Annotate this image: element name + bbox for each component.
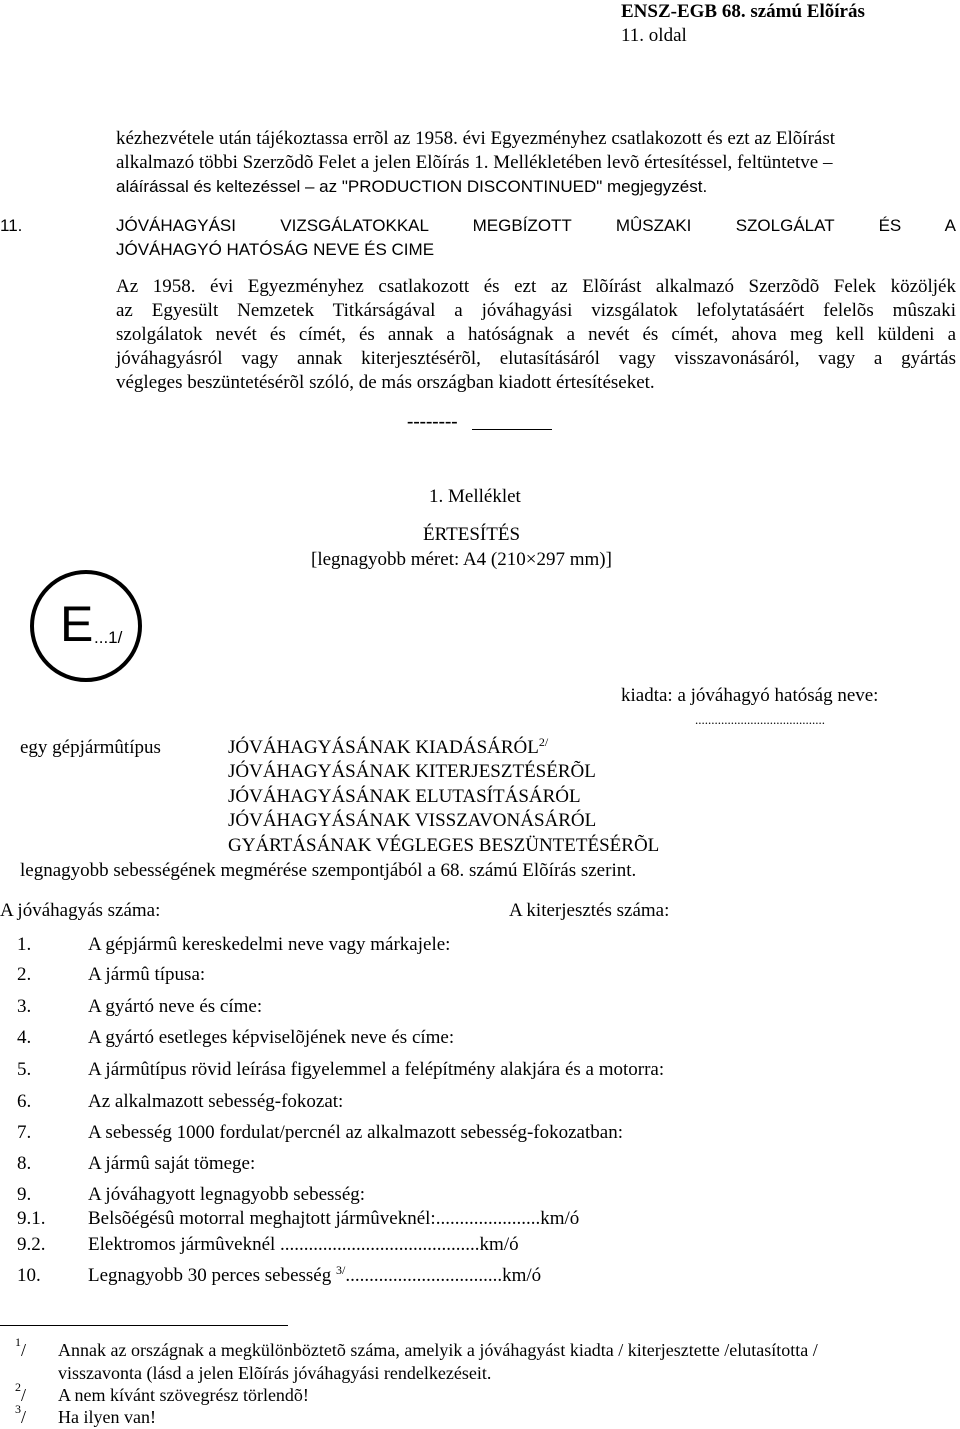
section-heading-line-1: JÓVÁHAGYÁSI VIZSGÁLATOKKAL MEGBÍZOTT MÛSZAKI SZOLGÁLAT ÉS A [116, 216, 956, 235]
item-1-number: 1. [17, 934, 32, 955]
item-3-text: A gyártó neve és címe: [88, 996, 263, 1017]
vehicle-type-label: egy gépjármûtípus [20, 737, 161, 758]
item-5-text: A jármûtípus rövid leírása figyelemmel a felépítmény alakjára és a motorra: [88, 1059, 665, 1080]
item-10-footnote-ref: 3/ [335, 1263, 346, 1277]
option-footnote-ref: 2/ [538, 735, 549, 749]
item-9-1-text: Belsõégésû motorral meghajtott jármûveknél:......................km/ó [88, 1208, 580, 1229]
footnote-1-line-2: visszavonta (lásd a jelen Elõírás jóváhagyási rendelkezéseit. [58, 1363, 492, 1383]
item-10-label: Legnagyobb 30 perces sebesség [88, 1265, 332, 1286]
section-para-line-3: szolgálatok nevét és címét, és annak a hatóságnak a nevét és címét, ahova meg kell küldeni a [116, 324, 956, 345]
footnote-1 [15, 1335, 27, 1362]
item-9-number: 9. [17, 1184, 32, 1205]
item-9-2-number: 9.2. [17, 1234, 46, 1255]
footnote-2-text: A nem kívánt szövegrész törlendõ! [58, 1385, 309, 1405]
item-6-number: 6. [17, 1091, 32, 1112]
footnote-2-slash: / [21, 1385, 27, 1405]
approval-mark-suffix: ...1/ [94, 628, 123, 647]
item-7-text: A sebesség 1000 fordulat/percnél az alkalmazott sebesség-fokozatban: [88, 1122, 623, 1143]
footnote-separator [0, 1325, 288, 1326]
item-10-tail: .................................km/ó [345, 1265, 542, 1286]
footnote-1-mark: 1 [15, 1335, 21, 1349]
option-discontinued: GYÁRTÁSÁNAK VÉGLEGES BESZÜNTETÉSÉRÕL [228, 835, 660, 856]
issued-by-dots: ........................................ [695, 712, 825, 727]
option-withdrawal: JÓVÁHAGYÁSÁNAK VISSZAVONÁSÁRÓL [228, 810, 597, 831]
item-1-text: A gépjármû kereskedelmi neve vagy márkajele: [88, 934, 451, 955]
section-para-line-2: az Egyesült Nemzetek Titkárságával a jóváhagyási vizsgálatok lefolytatásáért felelõs mûszaki [116, 300, 956, 321]
item-8-text: A jármû saját tömege: [88, 1153, 256, 1174]
item-2-number: 2. [17, 964, 32, 985]
item-6-text: Az alkalmazott sebesség-fokozat: [88, 1091, 344, 1112]
footnote-3-text: Ha ilyen van! [58, 1407, 156, 1427]
approval-number-label: A jóváhagyás száma: [0, 900, 161, 921]
footnote-3-slash: / [21, 1407, 27, 1427]
purpose-line: legnagyobb sebességének megmérése szempontjából a 68. számú Elõírás szerint. [20, 860, 637, 881]
intro-line-2: alkalmazó többi Szerzõdõ Felet a jelen Elõírás 1. Mellékletében levõ értesítéssel, feltüntetve – [116, 152, 833, 173]
section-para-line-1: Az 1958. évi Egyezményhez csatlakozott és ezt az Elõírást alkalmazó Szerzõdõ Felek közöljék [116, 276, 956, 297]
section-divider-line [472, 429, 552, 430]
intro-line-1: kézhezvétele után tájékoztassa errõl az 1958. évi Egyezményhez csatlakozott és ezt az Elõírást [116, 128, 836, 149]
intro-line-3-text: aláírással és keltezéssel – az "PRODUCTION DISCONTINUED" megjegyzést. [116, 177, 708, 196]
item-2-text: A jármû típusa: [88, 964, 206, 985]
footnote-3 [15, 1402, 27, 1429]
issued-by-label: kiadta: a jóváhagyó hatóság neve: [621, 685, 879, 706]
option-extension: JÓVÁHAGYÁSÁNAK KITERJESZTÉSÉRÕL [228, 761, 596, 782]
option-issue-text: JÓVÁHAGYÁSÁNAK KIADÁSÁRÓL [228, 737, 539, 758]
document-title: ENSZ-EGB 68. számú Elõírás [621, 1, 865, 22]
page-number: 11. oldal [621, 25, 687, 46]
annex-size-note: [legnagyobb méret: A4 (210×297 mm)] [311, 549, 612, 570]
annex-notice: ÉRTESÍTÉS [423, 524, 521, 545]
intro-line-3 [116, 175, 707, 199]
footnote-2-mark: 2 [15, 1380, 21, 1394]
option-refusal: JÓVÁHAGYÁSÁNAK ELUTASÍTÁSÁRÓL [228, 786, 581, 807]
section-para-line-4: jóváhagyásról vagy annak kiterjesztésérõl, elutasításáról vagy visszavonásáról, vagy a gyártás [116, 348, 956, 369]
item-9-text: A jóváhagyott legnagyobb sebesség: [88, 1184, 366, 1205]
item-9-1-number: 9.1. [17, 1208, 46, 1229]
footnote-1-line-1: Annak az országnak a megkülönböztetõ száma, amelyik a jóváhagyást kiadta / kiterjesztette /elutasította / [58, 1340, 818, 1360]
annex-title: 1. Melléklet [429, 486, 521, 507]
option-issue [228, 736, 548, 760]
item-4-number: 4. [17, 1027, 32, 1048]
item-7-number: 7. [17, 1122, 32, 1143]
footnote-3-mark: 3 [15, 1402, 21, 1416]
item-3-number: 3. [17, 996, 32, 1017]
item-8-number: 8. [17, 1153, 32, 1174]
item-10-number: 10. [17, 1265, 41, 1286]
footnote-1-slash: / [21, 1340, 27, 1360]
approval-mark-letter: E [60, 596, 94, 652]
item-5-number: 5. [17, 1059, 32, 1080]
section-number: 11. [0, 216, 23, 235]
approval-mark-circle [30, 570, 142, 682]
section-heading-line-2: JÓVÁHAGYÓ HATÓSÁG NEVE ÉS CIME [116, 240, 435, 259]
item-9-2-text: Elektromos jármûveknél ..........................................km/ó [88, 1234, 519, 1255]
item-4-text: A gyártó esetleges képviselõjének neve és címe: [88, 1027, 455, 1048]
section-para-line-5: végleges beszüntetésérõl szóló, de más országban kiadott értesítéseket. [116, 372, 655, 393]
item-10-text [88, 1264, 541, 1288]
extension-number-label: A kiterjesztés száma: [509, 900, 670, 921]
section-divider: -------- [407, 411, 458, 432]
